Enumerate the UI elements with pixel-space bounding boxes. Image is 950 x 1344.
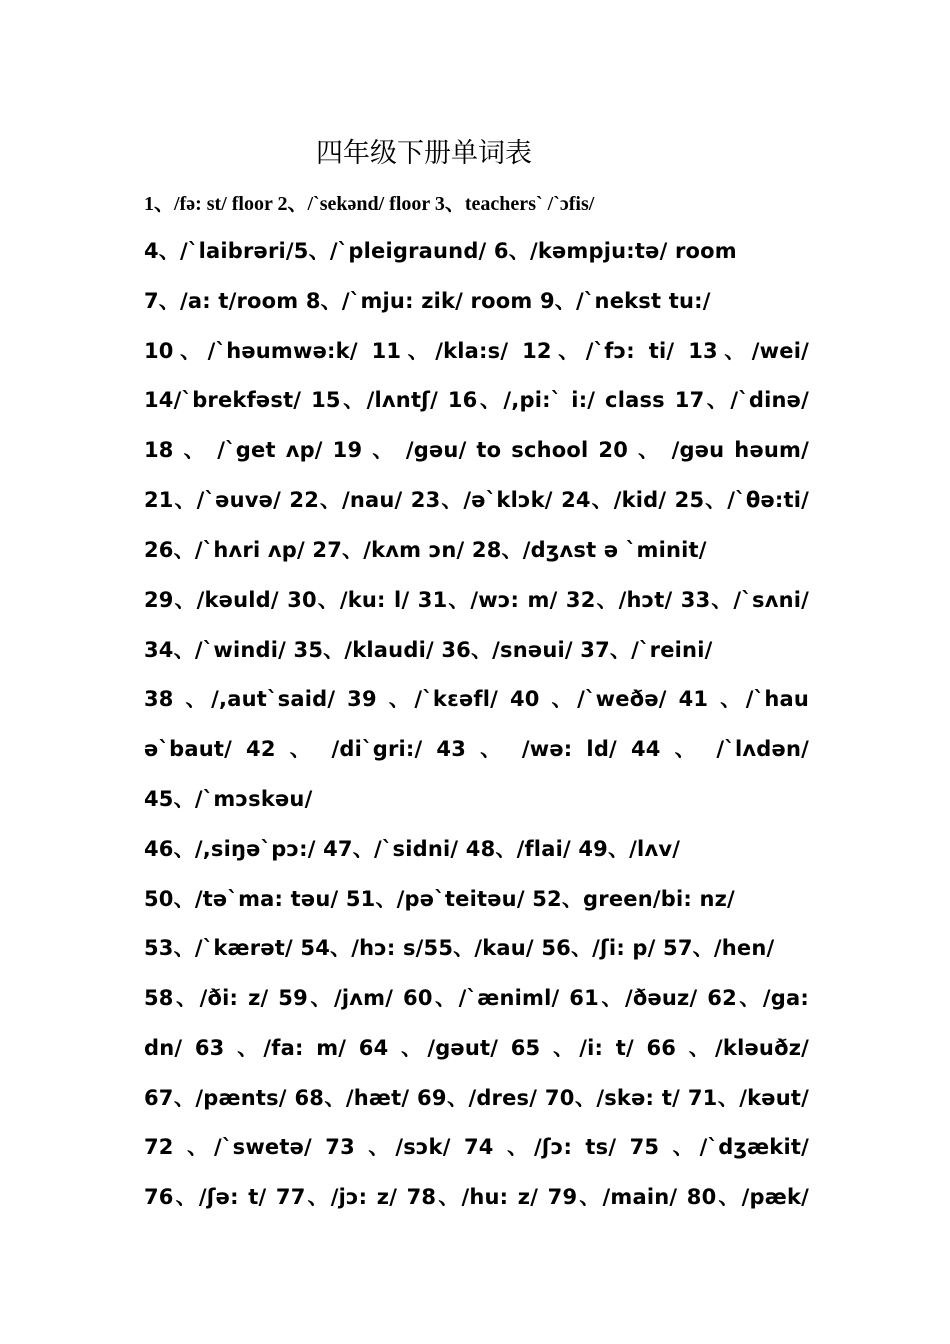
- vocab-line-8: 26、/`hʌri ʌp/ 27、/kʌm ɔn/ 28、/dʒʌst ə `minit/: [144, 538, 707, 562]
- vocab-line-14: 46、/,siŋə`pɔ:/ 47、/`sidni/ 48、/flai/ 49、/lʌv/: [144, 837, 681, 861]
- vocab-line-10: 34、/`windi/ 35、/klaudi/ 36、/snəui/ 37、/`reini/: [144, 638, 713, 662]
- vocab-line-21: 76、/ʃə: t/ 77、/jɔ: z/ 78、/hu: z/ 79、/main/ 80、/pæk/: [144, 1185, 809, 1209]
- page-title: 四年级下册单词表: [316, 138, 532, 169]
- vocab-line-1: 1、/fə: st/ floor 2、/`sekənd/ floor 3、teachers` /`ɔfis/: [144, 193, 595, 215]
- vocab-line-11: 38 、/,aut`said/ 39 、/`kɛəfl/ 40 、/`weðə/ 41 、/`hau: [144, 687, 809, 711]
- vocab-line-4: 10、/`həumwə:k/ 11、/kla:s/ 12、/`fɔ: ti/ 13、/wei/: [144, 339, 809, 363]
- vocab-line-12: ə`baut/ 42 、 /di`gri:/ 43 、 /wə: ld/ 44 、 /`lʌdən/: [144, 737, 809, 761]
- vocab-line-17: 58、/ði: z/ 59、/jʌm/ 60、/`æniml/ 61、/ðəuz/ 62、/ga:: [144, 986, 809, 1010]
- vocab-line-18: dn/ 63 、/fa: m/ 64 、/gəut/ 65 、/i: t/ 66 、/kləuðz/: [144, 1036, 809, 1060]
- vocab-line-13: 45、/`mɔskəu/: [144, 787, 313, 811]
- vocab-line-9: 29、/kəuld/ 30、/ku: l/ 31、/wɔ: m/ 32、/hɔt/ 33、/`sʌni/: [144, 588, 809, 612]
- vocab-line-7: 21、/`əuvə/ 22、/nau/ 23、/ə`klɔk/ 24、/kid/ 25、/`θə:ti/: [144, 488, 809, 512]
- vocab-line-19: 67、/pænts/ 68、/hæt/ 69、/dres/ 70、/skə: t/ 71、/kəut/: [144, 1086, 809, 1110]
- vocab-line-6: 18 、 /`get ʌp/ 19 、 /gəu/ to school 20 、 /gəu həum/: [144, 438, 809, 462]
- vocab-line-2: 4、/`laibrəri/5、/`pleigraund/ 6、/kəmpju:tə/ room: [144, 239, 737, 263]
- vocab-line-15: 50、/tə`ma: təu/ 51、/pə`teitəu/ 52、green/bi: nz/: [144, 887, 735, 911]
- vocab-line-5: 14/`brekfəst/ 15、/lʌntʃ/ 16、/,pi:` i:/ class 17、/`dinə/: [144, 388, 809, 412]
- vocab-line-3: 7、/a: t/room 8、/`mju: zik/ room 9、/`nekst tu:/: [144, 289, 711, 313]
- vocab-line-20: 72 、/`swetə/ 73 、/sɔk/ 74 、/ʃɔ: ts/ 75 、/`dʒækit/: [144, 1135, 809, 1159]
- vocab-line-16: 53、/`kærət/ 54、/hɔ: s/55、/kau/ 56、/ʃi: p/ 57、/hen/: [144, 936, 775, 960]
